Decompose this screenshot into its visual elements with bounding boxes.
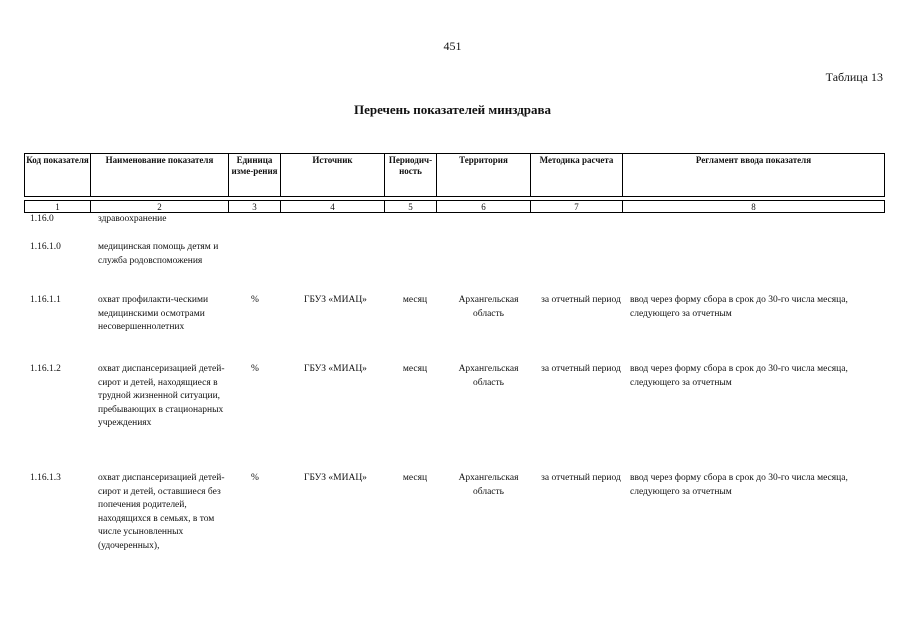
column-number: 5 bbox=[385, 201, 437, 213]
column-number: 2 bbox=[91, 201, 229, 213]
column-number: 1 bbox=[25, 201, 91, 213]
row-name: медицинская помощь детям и служба родовспоможения bbox=[98, 242, 219, 266]
row-regulation: ввод через форму сбора в срок до 30-го числа месяца, следующего за отчетным bbox=[630, 473, 848, 497]
row-code: 1.16.0 bbox=[30, 214, 54, 224]
row-name: здравоохранение bbox=[98, 214, 167, 224]
header-source: Источник bbox=[281, 154, 385, 197]
row-territory: Архангельская область bbox=[458, 473, 519, 497]
row-territory: Архангельская область bbox=[458, 364, 519, 388]
row-territory: Архангельская область bbox=[458, 295, 519, 319]
row-name: охват диспансеризацией детей-сирот и детей, находящиеся в трудной жизненной ситуации, пребывающих в стационарных учреждениях bbox=[98, 364, 225, 428]
page-number: 451 bbox=[443, 39, 462, 53]
row-method: за отчетный период bbox=[541, 473, 621, 483]
table-header bbox=[24, 153, 885, 197]
column-number: 8 bbox=[623, 201, 885, 213]
row-source: ГБУЗ «МИАЦ» bbox=[304, 295, 367, 305]
header-name: Наименование показателя bbox=[91, 154, 229, 197]
row-regulation: ввод через форму сбора в срок до 30-го числа месяца, следующего за отчетным bbox=[630, 295, 848, 319]
header-regulation: Регламент ввода показателя bbox=[623, 154, 885, 197]
row-name: охват диспансеризацией детей-сирот и детей, оставшиеся без попечения родителей, находящихся в семьях, в том числе усыновленных (удочеренных), bbox=[98, 473, 225, 551]
row-method: за отчетный период bbox=[541, 364, 621, 374]
row-source: ГБУЗ «МИАЦ» bbox=[304, 473, 367, 483]
header-code: Код показателя bbox=[25, 154, 91, 197]
table-caption: Таблица 13 bbox=[825, 70, 883, 84]
header-territory: Территория bbox=[437, 154, 531, 197]
row-code: 1.16.1.0 bbox=[30, 242, 61, 252]
row-period: месяц bbox=[402, 295, 428, 305]
header-period: Периодич-ность bbox=[385, 154, 437, 197]
row-unit: % bbox=[251, 295, 259, 305]
column-number: 7 bbox=[531, 201, 623, 213]
row-unit: % bbox=[251, 473, 259, 483]
column-number: 4 bbox=[281, 201, 385, 213]
row-unit: % bbox=[251, 364, 259, 374]
row-period: месяц bbox=[402, 364, 428, 374]
row-code: 1.16.1.3 bbox=[30, 473, 61, 483]
column-numbers-row bbox=[24, 200, 885, 213]
column-number: 3 bbox=[229, 201, 281, 213]
row-source: ГБУЗ «МИАЦ» bbox=[304, 364, 367, 374]
header-unit: Единица изме-рения bbox=[229, 154, 281, 197]
row-code: 1.16.1.1 bbox=[30, 295, 61, 305]
column-number: 6 bbox=[437, 201, 531, 213]
row-name: охват профилакти-ческими медицинскими осмотрами несовершеннолетних bbox=[98, 295, 209, 332]
row-code: 1.16.1.2 bbox=[30, 364, 61, 374]
row-period: месяц bbox=[402, 473, 428, 483]
row-regulation: ввод через форму сбора в срок до 30-го числа месяца, следующего за отчетным bbox=[630, 364, 848, 388]
page-title: Перечень показателей минздрава bbox=[353, 102, 552, 117]
header-method: Методика расчета bbox=[531, 154, 623, 197]
row-method: за отчетный период bbox=[541, 295, 621, 305]
